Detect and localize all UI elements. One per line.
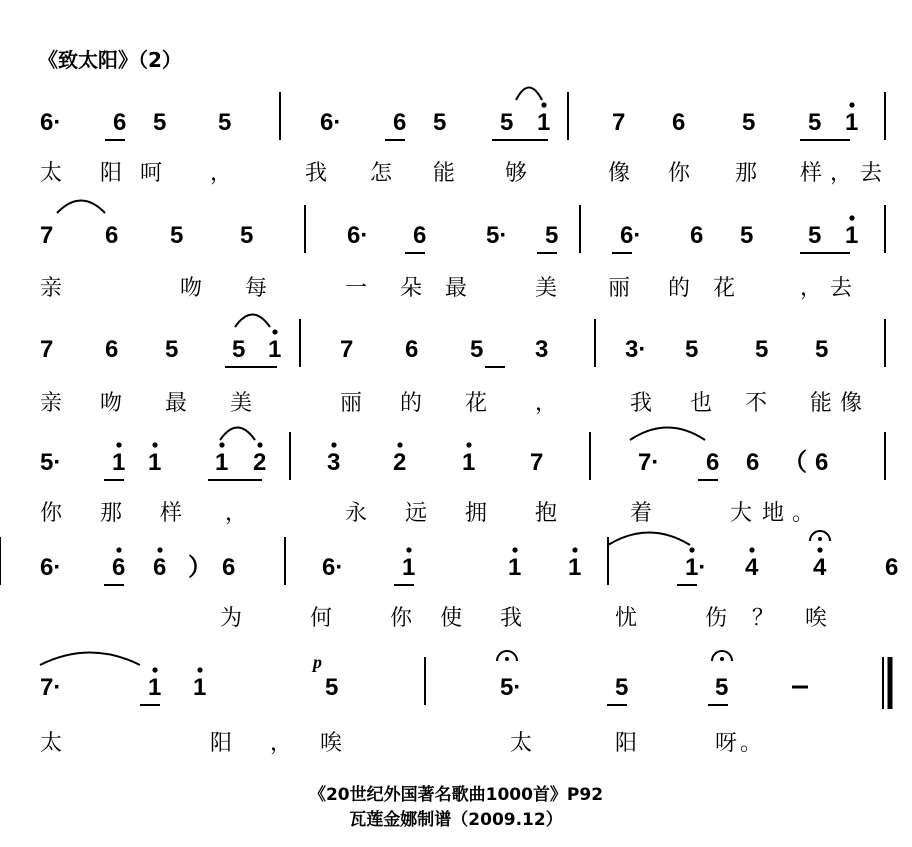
note: 5 [153, 109, 167, 136]
note: 1 [568, 554, 582, 581]
note: 6 [113, 109, 127, 136]
lyric-char: 你 [390, 606, 413, 631]
lyric-char: 地 [762, 501, 785, 526]
note: 5 [742, 109, 756, 136]
octave-dot [817, 547, 822, 552]
lyric-char: 花 [465, 391, 488, 416]
octave-dot [849, 102, 854, 107]
lyric-char: 阳 [100, 161, 123, 186]
note: 7 [40, 222, 54, 249]
score-row [40, 201, 885, 302]
lyric-char: 唉 [320, 731, 343, 756]
score-row [40, 315, 885, 417]
note: 3 [327, 449, 341, 476]
lyric-char: 一 [345, 276, 368, 301]
note: 1· [685, 554, 707, 581]
fermata-dot [720, 657, 724, 661]
note: 1 [148, 674, 162, 701]
note: 1 [462, 449, 476, 476]
note: 5 [685, 336, 699, 363]
note: 1 [148, 449, 162, 476]
paren-mark: ） [188, 554, 212, 581]
note: 5 [218, 109, 232, 136]
note: 6 [393, 109, 407, 136]
note: 5 [500, 109, 514, 136]
lyric-char: ？ [752, 606, 775, 631]
lyric-char: 美 [535, 276, 558, 301]
lyric-char: 的 [668, 276, 691, 301]
note: 6 [222, 554, 236, 581]
lyric-char: 样 [160, 501, 183, 526]
lyric-char: 不 [745, 391, 768, 416]
octave-dot [572, 547, 577, 552]
lyric-char: 。 [740, 731, 763, 756]
note: 5 [240, 222, 254, 249]
slur [220, 428, 255, 441]
lyric-char: 为 [220, 606, 243, 631]
note: 5 [170, 222, 184, 249]
lyric-char: 也 [690, 391, 713, 416]
note: 5· [486, 222, 508, 249]
note: 4 [745, 554, 759, 581]
lyric-char: 忧 [615, 606, 638, 631]
source-citation: 《20世纪外国著名歌曲1000首》P92 [308, 785, 604, 805]
lyric-char: 花 [713, 276, 736, 301]
song-title: 《致太阳》（2） [38, 48, 182, 72]
lyric-char: 像 [608, 161, 631, 186]
lyric-char: ， [210, 161, 233, 186]
note: 3 [535, 336, 549, 363]
note: 6· [620, 222, 642, 249]
octave-dot [272, 329, 277, 334]
lyric-char: 太 [40, 161, 63, 186]
note: 7 [530, 449, 544, 476]
lyric-char: 远 [405, 501, 428, 526]
dynamic-mark: p [313, 652, 322, 672]
fermata-dot [818, 537, 822, 541]
note: 1 [537, 109, 551, 136]
score-row [40, 428, 885, 527]
note: 2 [253, 449, 267, 476]
note: 3· [625, 336, 647, 363]
note: 5 [715, 674, 729, 701]
note: 6 [413, 222, 427, 249]
lyric-char: 使 [440, 606, 463, 631]
note: 6 [706, 449, 720, 476]
lyric-char: 样 [800, 161, 823, 186]
lyric-char: 抱 [535, 501, 558, 526]
note: 7 [40, 336, 54, 363]
octave-dot [689, 547, 694, 552]
lyric-char: 亲 [40, 391, 63, 416]
note: 5 [755, 336, 769, 363]
octave-dot [257, 442, 262, 447]
lyric-char: 丽 [608, 276, 631, 301]
note: 6 [105, 336, 119, 363]
lyric-char: 呵 [140, 161, 163, 186]
lyric-char: 能 [810, 391, 833, 416]
octave-dot [219, 442, 224, 447]
lyric-char: 唉 [805, 606, 828, 631]
lyric-char: 丽 [340, 391, 363, 416]
lyric-char: 太 [510, 731, 533, 756]
lyric-char: 那 [735, 161, 758, 186]
lyric-char: 着 [630, 501, 653, 526]
note: 5· [40, 449, 62, 476]
note: 6 [672, 109, 686, 136]
note: 6 [112, 554, 126, 581]
note: 5 [808, 222, 822, 249]
score-row [0, 531, 898, 631]
lyric-char: 呀 [715, 731, 738, 756]
lyric-char: 最 [445, 276, 468, 301]
lyric-char: 大 [730, 501, 753, 526]
fermata-dot [505, 657, 509, 661]
lyric-char: ， [800, 276, 823, 301]
lyric-char: 最 [165, 391, 188, 416]
lyric-char: 的 [400, 391, 423, 416]
octave-dot [849, 215, 854, 220]
lyric-char: ， [270, 731, 293, 756]
note: 1 [193, 674, 207, 701]
octave-dot [749, 547, 754, 552]
paren-mark: （ [783, 449, 807, 476]
note: 1 [112, 449, 126, 476]
lyric-char: ， [535, 391, 558, 416]
lyric-char: 太 [40, 731, 63, 756]
lyric-char: 美 [230, 391, 253, 416]
note: 1 [402, 554, 416, 581]
note: 6 [885, 554, 899, 581]
octave-dot [466, 442, 471, 447]
note: 5 [165, 336, 179, 363]
slur [630, 428, 705, 441]
note: 6 [690, 222, 704, 249]
score-row [40, 88, 885, 187]
octave-dot [116, 547, 121, 552]
note: 2 [393, 449, 407, 476]
octave-dot [116, 442, 121, 447]
note: 7 [340, 336, 354, 363]
slur [57, 201, 105, 214]
lyric-char: 我 [630, 391, 653, 416]
lyric-char: 拥 [465, 501, 488, 526]
score-row [40, 651, 890, 756]
lyric-char: 阳 [210, 731, 233, 756]
note: 5 [433, 109, 447, 136]
octave-dot [157, 547, 162, 552]
note: 6· [40, 554, 62, 581]
octave-dot [152, 667, 157, 672]
lyric-char: 你 [668, 161, 691, 186]
note: 5 [808, 109, 822, 136]
lyric-char: 吻 [180, 276, 203, 301]
lyric-char: 我 [305, 161, 328, 186]
note: 1 [215, 449, 229, 476]
lyric-char: 何 [310, 606, 333, 631]
slur [516, 88, 542, 101]
lyric-char: 每 [245, 276, 268, 301]
note: 7· [40, 674, 62, 701]
lyric-char: 够 [505, 161, 528, 186]
octave-dot [197, 667, 202, 672]
note: 6· [320, 109, 342, 136]
note: 6 [815, 449, 829, 476]
octave-dot [541, 102, 546, 107]
lyric-char: ， [830, 161, 853, 186]
note: 1 [845, 109, 859, 136]
lyric-char: 我 [500, 606, 523, 631]
note: 6 [746, 449, 760, 476]
octave-dot [397, 442, 402, 447]
note: 7 [612, 109, 626, 136]
lyric-char: 你 [40, 501, 63, 526]
lyric-char: 阳 [615, 731, 638, 756]
note: 5 [325, 674, 339, 701]
lyric-char: 亲 [40, 276, 63, 301]
lyric-char: 。 [792, 501, 815, 526]
lyric-char: ， [225, 501, 248, 526]
lyric-char: 怎 [370, 161, 393, 186]
note: 5 [815, 336, 829, 363]
note: 5 [470, 336, 484, 363]
lyric-char: 朵 [400, 276, 423, 301]
slur [235, 315, 270, 328]
slur [608, 533, 690, 546]
note: 4 [813, 554, 827, 581]
note: 6 [153, 554, 167, 581]
lyric-char: 伤 [705, 606, 728, 631]
octave-dot [512, 547, 517, 552]
note: 7· [638, 449, 660, 476]
lyric-char: 能 [433, 161, 456, 186]
lyric-char: 去 [830, 276, 853, 301]
note: 5 [740, 222, 754, 249]
lyric-char: 去 [860, 161, 883, 186]
lyric-char: 像 [840, 391, 863, 416]
note: 1 [508, 554, 522, 581]
note: 6· [322, 554, 344, 581]
note: 1 [845, 222, 859, 249]
lyric-char: 那 [100, 501, 123, 526]
lyric-char: 吻 [100, 391, 123, 416]
note: 6· [40, 109, 62, 136]
note: 5 [615, 674, 629, 701]
octave-dot [406, 547, 411, 552]
note: 6 [405, 336, 419, 363]
octave-dot [152, 442, 157, 447]
slur [40, 653, 140, 666]
note: 5· [500, 674, 522, 701]
note: 5 [545, 222, 559, 249]
note: 5 [232, 336, 246, 363]
note: 6· [347, 222, 369, 249]
octave-dot [331, 442, 336, 447]
note: 6 [105, 222, 119, 249]
transcriber-credit: 瓦莲金娜制谱（2009.12） [349, 810, 563, 830]
lyric-char: 永 [345, 501, 368, 526]
note: 1 [268, 336, 282, 363]
